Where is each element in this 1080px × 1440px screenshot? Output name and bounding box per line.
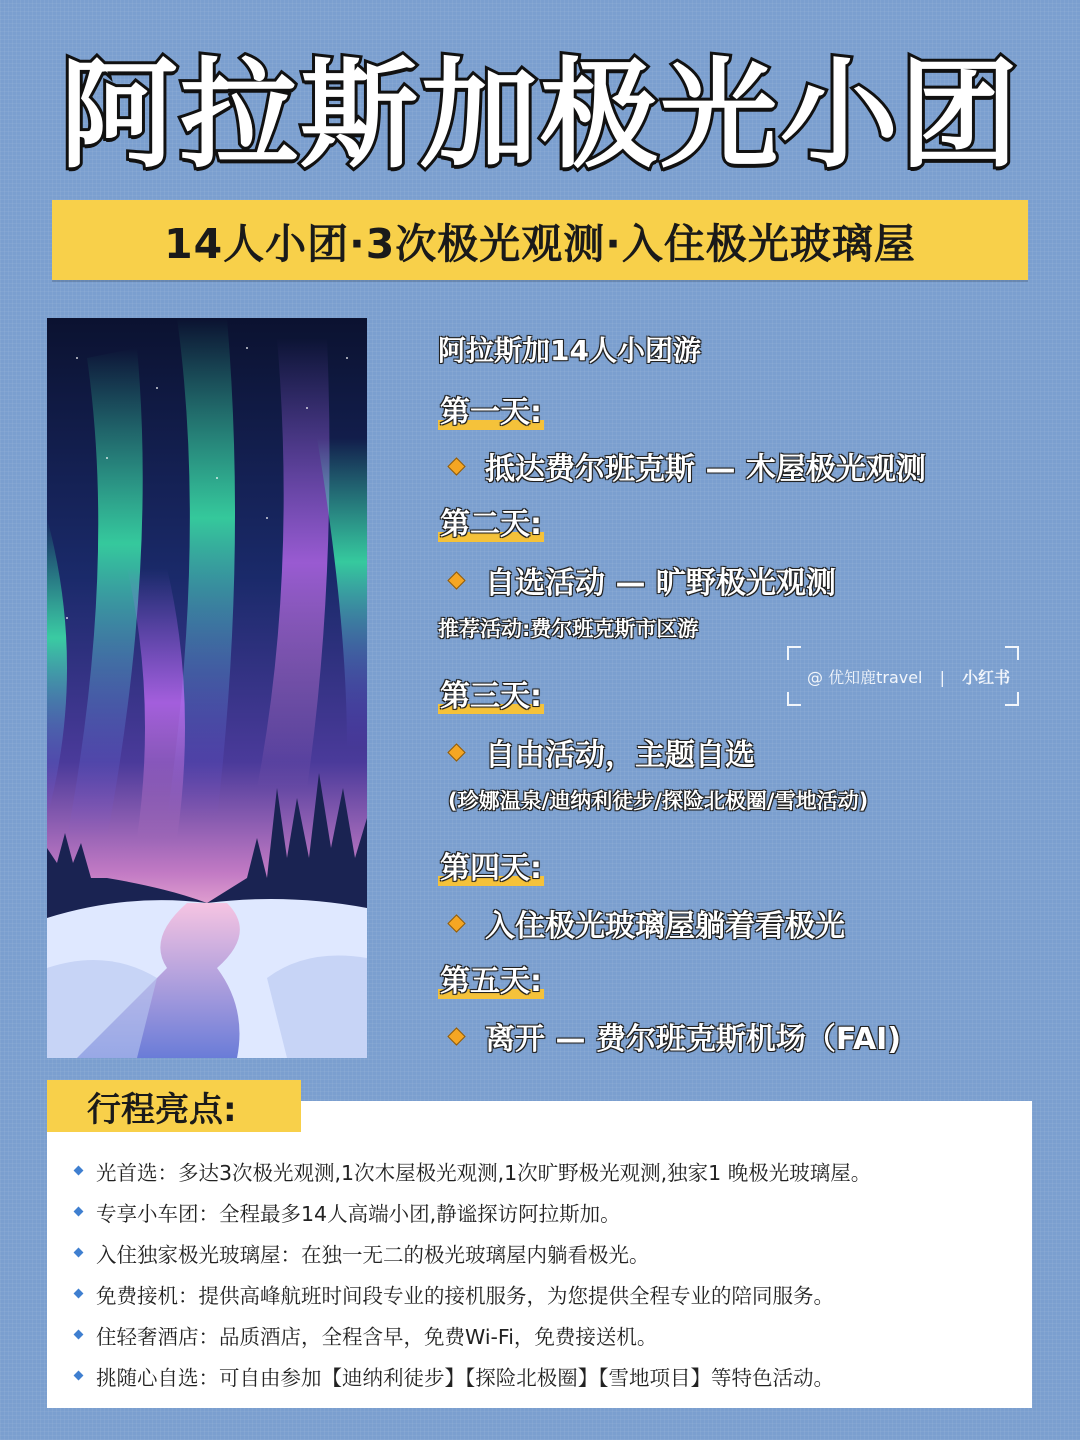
day-item-text: 自选活动 — 旷野极光观测	[485, 566, 836, 601]
diamond-bullet-icon	[447, 1027, 465, 1045]
aurora-photo	[47, 318, 367, 1058]
day-label-text: 第三天:	[440, 679, 542, 714]
day-2-label	[438, 499, 544, 543]
highlight-text: 免费接机：提供高峰航班时间段专业的接机服务，为您提供全程专业的陪同服务。	[96, 1283, 834, 1308]
day-5-item	[450, 1014, 901, 1058]
diamond-bullet-icon	[447, 743, 465, 761]
diamond-bullet-icon	[447, 571, 465, 589]
day-item-text: 入住极光玻璃屋躺着看极光	[485, 909, 845, 944]
day-label-text: 第四天:	[440, 851, 542, 886]
bullet-icon	[74, 1289, 84, 1299]
bullet-icon	[74, 1166, 84, 1176]
highlight-item	[75, 1314, 871, 1355]
diamond-bullet-icon	[447, 457, 465, 475]
day-3-item	[450, 730, 755, 774]
highlight-text: 住轻奢酒店：品质酒店，全程含早，免费Wi-Fi，免费接送机。	[96, 1324, 658, 1349]
day-5-label	[438, 956, 544, 1000]
highlight-text: 入住独家极光玻璃屋：在独一无二的极光玻璃屋内躺看极光。	[96, 1242, 650, 1267]
day-1-item	[450, 444, 926, 488]
day-2-item	[450, 558, 836, 602]
watermark-text	[807, 665, 1010, 688]
watermark	[787, 646, 1019, 706]
day-item-text: 抵达费尔班克斯 — 木屋极光观测	[485, 452, 926, 487]
highlight-text: 挑随心自选：可自由参加【迪纳利徒步】【探险北极圈】【雪地项目】等特色活动。	[96, 1365, 834, 1390]
highlight-item	[75, 1150, 871, 1191]
watermark-account: @ 优知鹿travel	[807, 668, 923, 687]
highlight-item	[75, 1355, 871, 1396]
corner-mark	[787, 692, 801, 706]
subtitle-text: 14人小团·3次极光观测·入住极光玻璃屋	[164, 219, 916, 268]
corner-mark	[1005, 692, 1019, 706]
watermark-brand: 小红书	[962, 668, 1011, 687]
day-3-note: (珍娜温泉/迪纳利徒步/探险北极圈/雪地活动)	[448, 789, 869, 813]
bullet-icon	[74, 1330, 84, 1340]
bullet-icon	[74, 1207, 84, 1217]
day-2-note: 推荐活动:费尔班克斯市区游	[438, 617, 699, 641]
highlight-item	[75, 1232, 871, 1273]
day-1-label	[438, 387, 544, 431]
highlight-text: 光首选：多达3次极光观测,1次木屋极光观测,1次旷野极光观测,独家1 晚极光玻璃屋。	[96, 1160, 872, 1185]
highlights-heading: 行程亮点:	[47, 1080, 301, 1132]
watermark-separator: |	[939, 668, 945, 687]
page-title: 阿拉斯加极光小团	[59, 46, 1020, 184]
itinerary-heading: 阿拉斯加14人小团游	[438, 334, 701, 367]
bullet-icon	[74, 1371, 84, 1381]
corner-mark	[1005, 646, 1019, 660]
day-3-label	[438, 671, 544, 715]
day-label-text: 第二天:	[440, 507, 542, 542]
day-label-text: 第五天:	[440, 964, 542, 999]
corner-mark	[787, 646, 801, 660]
highlights-list	[75, 1150, 871, 1396]
diamond-bullet-icon	[447, 914, 465, 932]
day-4-label	[438, 843, 544, 887]
day-label-text: 第一天:	[440, 395, 542, 430]
highlight-item	[75, 1191, 871, 1232]
day-item-text: 离开 — 费尔班克斯机场（FAI)	[485, 1022, 902, 1057]
day-item-text: 自由活动，主题自选	[485, 738, 755, 773]
bullet-icon	[74, 1248, 84, 1258]
highlight-text: 专享小车团：全程最多14人高端小团,静谧探访阿拉斯加。	[96, 1201, 621, 1226]
subtitle-banner	[52, 200, 1028, 280]
highlight-item	[75, 1273, 871, 1314]
day-4-item	[450, 901, 845, 945]
